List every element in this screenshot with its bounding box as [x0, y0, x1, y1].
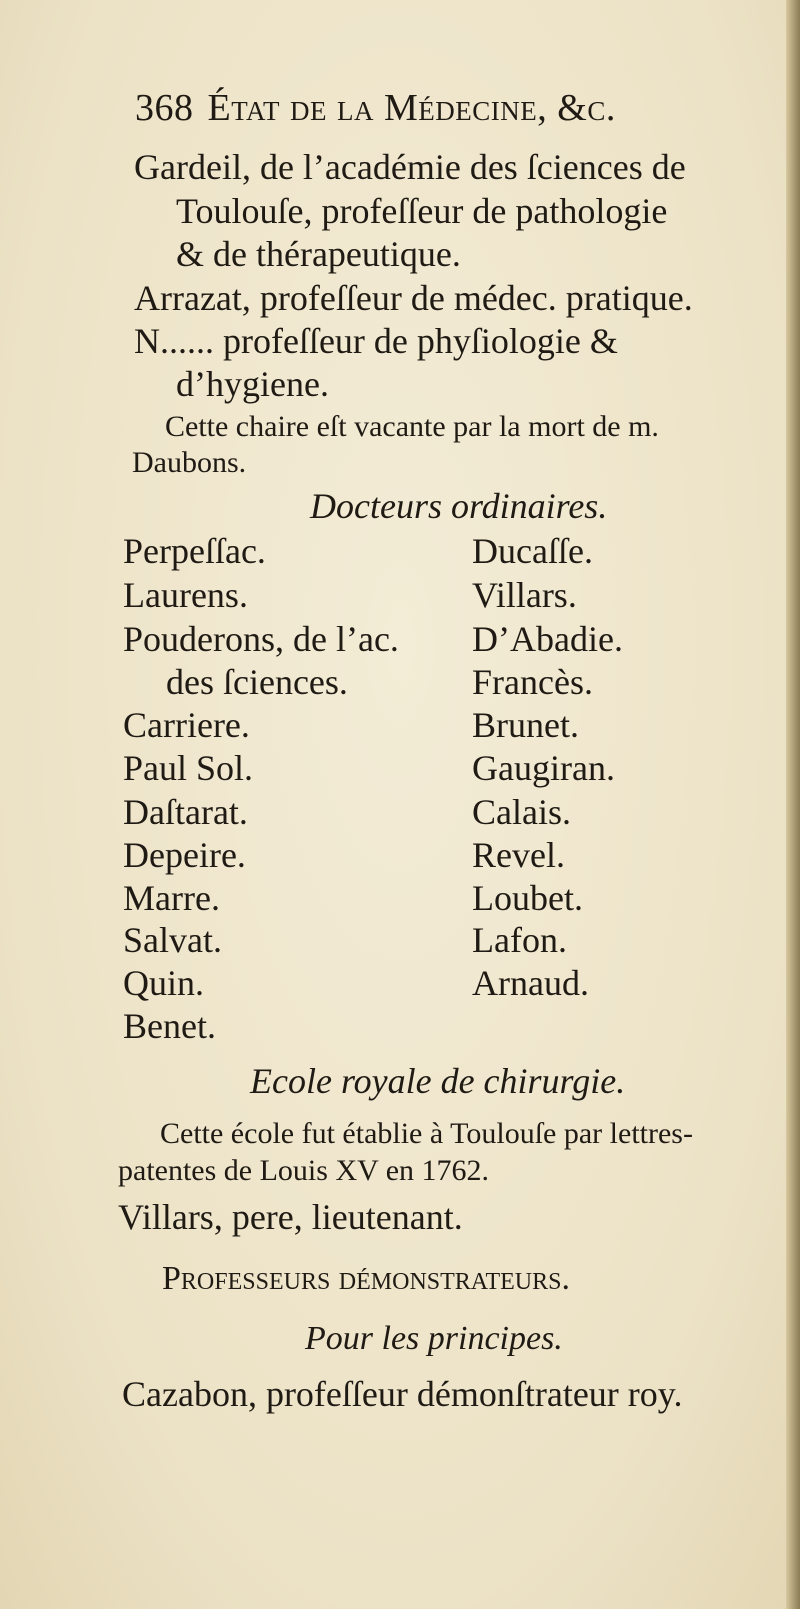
docteur-right-10: Lafon.	[472, 920, 567, 960]
docteur-right-11: Arnaud.	[472, 963, 589, 1003]
docteur-right-4: Francès.	[472, 662, 593, 702]
docteur-left-5: Carriere.	[123, 705, 250, 745]
docteur-right-7: Calais.	[472, 792, 571, 832]
entry-gardeil-line2: Toulouſe, profeſſeur de pathologie	[176, 191, 668, 231]
entry-n-line2: d’hygiene.	[176, 364, 329, 404]
docteur-left-9: Marre.	[123, 878, 220, 918]
entry-cazabon: Cazabon, profeſſeur démonſtrateur roy.	[122, 1374, 683, 1414]
vacancy-note-line2: Daubons.	[132, 446, 247, 479]
docteur-left-4: des ſciences.	[166, 662, 348, 702]
vacancy-note-line1: Cette chaire eſt vacante par la mort de m.	[165, 410, 659, 443]
entry-villars-lieutenant: Villars, pere, lieutenant.	[118, 1197, 463, 1237]
docteur-right-1: Ducaſſe.	[472, 531, 593, 571]
running-title: État de la Médecine, &c.	[207, 87, 616, 129]
docteur-right-6: Gaugiran.	[472, 748, 615, 788]
entry-gardeil-line3: & de thérapeutique.	[176, 234, 461, 274]
docteur-left-8: Depeire.	[123, 835, 246, 875]
docteur-left-2: Laurens.	[123, 575, 248, 615]
docteurs-heading: Docteurs ordinaires.	[310, 486, 608, 526]
docteur-left-10: Salvat.	[123, 920, 222, 960]
entry-arrazat: Arrazat, profeſſeur de médec. pratique.	[134, 278, 693, 318]
docteur-left-11: Quin.	[123, 963, 204, 1003]
ecole-heading: Ecole royale de chirurgie.	[250, 1061, 626, 1101]
page-edge	[786, 0, 800, 1609]
page-number: 368	[135, 87, 194, 129]
entry-gardeil-line1: Gardeil, de l’académie des ſciences de	[134, 147, 686, 187]
docteur-left-7: Daſtarat.	[123, 792, 248, 832]
docteur-right-2: Villars.	[472, 575, 577, 615]
docteur-left-1: Perpeſſac.	[123, 531, 266, 571]
entry-n-line1: N...... profeſſeur de phyſiologie &	[134, 321, 618, 361]
running-header	[135, 86, 616, 130]
docteur-left-3: Pouderons, de l’ac.	[123, 619, 399, 659]
ecole-text-line1: Cette école fut établie à Toulouſe par lettres-	[160, 1117, 693, 1150]
principes-subheading: Pour les principes.	[305, 1320, 563, 1357]
docteur-right-5: Brunet.	[472, 705, 579, 745]
docteur-right-3: D’Abadie.	[472, 619, 623, 659]
docteur-right-9: Loubet.	[472, 878, 583, 918]
docteur-right-8: Revel.	[472, 835, 565, 875]
ecole-text-line2: patentes de Louis XV en 1762.	[118, 1154, 490, 1187]
professeurs-heading: Professeurs démonstrateurs.	[162, 1260, 570, 1297]
docteur-left-6: Paul Sol.	[123, 748, 254, 788]
docteur-left-12: Benet.	[123, 1006, 216, 1046]
